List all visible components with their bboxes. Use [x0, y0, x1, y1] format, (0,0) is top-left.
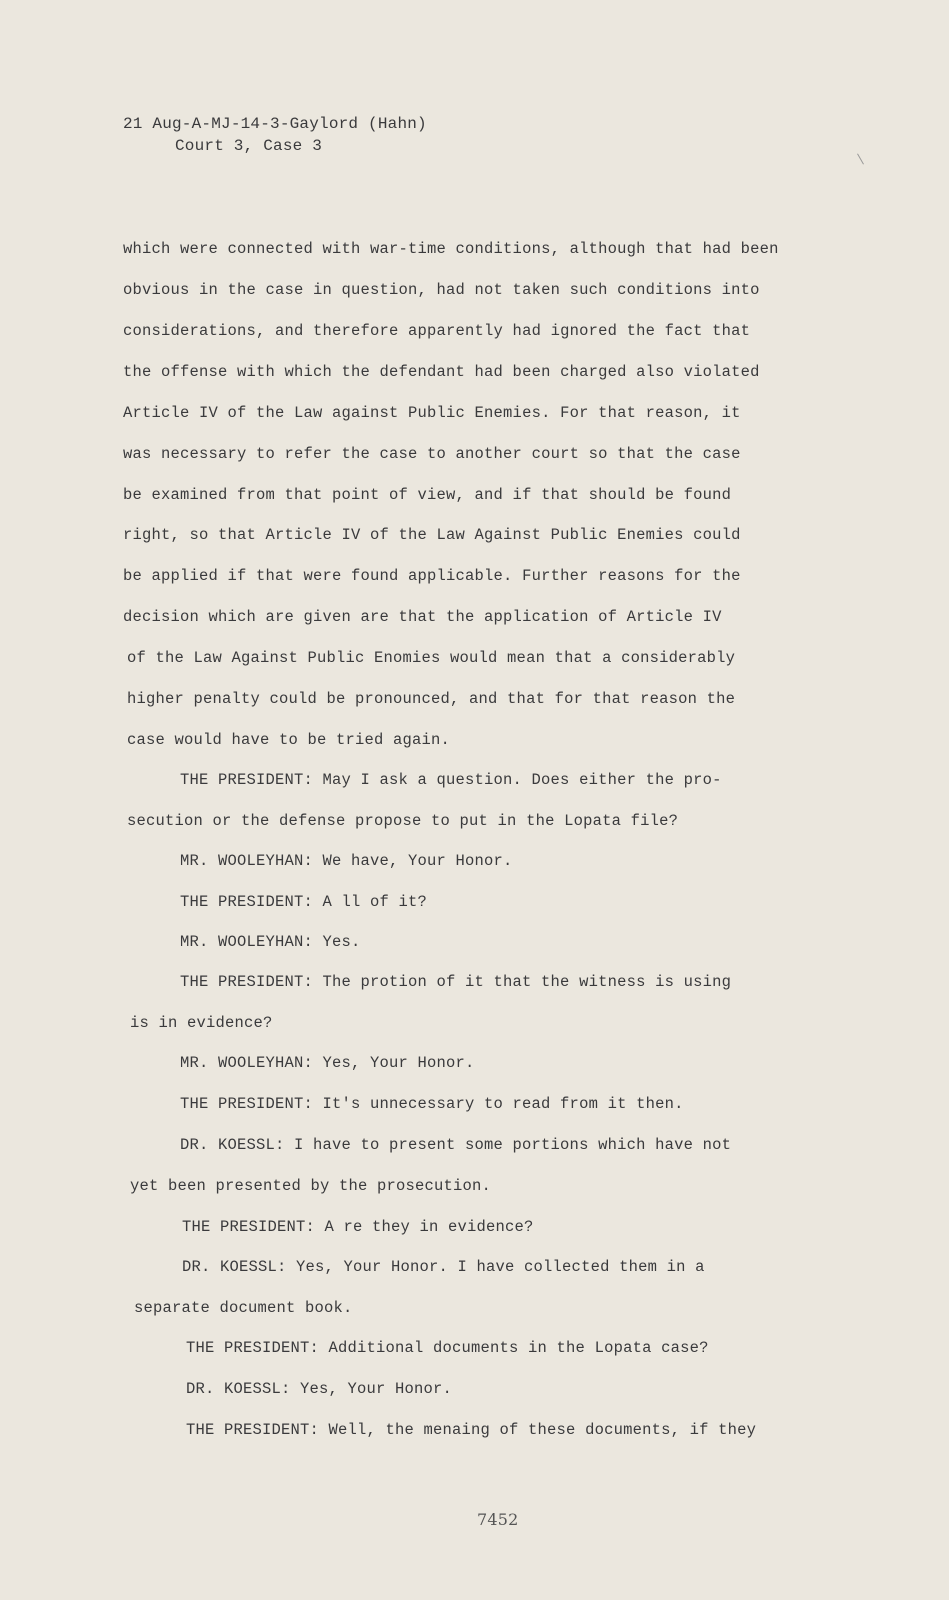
transcript-line: be applied if that were found applicable. Further reasons for the: [123, 567, 741, 585]
transcript-line: THE PRESIDENT: The protion of it that the witness is using: [180, 973, 732, 991]
transcript-line: MR. WOOLEYHAN: Yes, Your Honor.: [180, 1054, 475, 1072]
transcript-line: be examined from that point of view, and if that should be found: [123, 486, 732, 504]
transcript-line: MR. WOOLEYHAN: Yes.: [180, 933, 361, 951]
transcript-line: Article IV of the Law against Public Enemies. For that reason, it: [123, 404, 741, 422]
transcript-line: obvious in the case in question, had not taken such conditions into: [123, 281, 760, 299]
transcript-line: DR. KOESSL: Yes, Your Honor. I have collected them in a: [182, 1258, 705, 1276]
page-number: 7452: [477, 1510, 519, 1529]
header-line-2: Court 3, Case 3: [175, 137, 323, 155]
transcript-line: THE PRESIDENT: A re they in evidence?: [182, 1218, 534, 1236]
transcript-line: MR. WOOLEYHAN: We have, Your Honor.: [180, 852, 513, 870]
header-line-1: 21 Aug-A-MJ-14-3-Gaylord (Hahn): [123, 115, 427, 133]
transcript-line: DR. KOESSL: I have to present some portions which have not: [180, 1136, 732, 1154]
transcript-line: yet been presented by the prosecution.: [130, 1177, 492, 1195]
transcript-line: THE PRESIDENT: Well, the menaing of these documents, if they: [186, 1421, 757, 1439]
transcript-line: separate document book.: [134, 1299, 353, 1317]
transcript-line: secution or the defense propose to put in the Lopata file?: [127, 812, 679, 830]
transcript-line: THE PRESIDENT: May I ask a question. Does either the pro-: [180, 771, 722, 789]
transcript-line: higher penalty could be pronounced, and that for that reason the: [127, 690, 736, 708]
transcript-line: the offense with which the defendant had been charged also violated: [123, 363, 760, 381]
margin-mark: [857, 154, 864, 165]
transcript-line: THE PRESIDENT: A ll of it?: [180, 893, 428, 911]
transcript-line: THE PRESIDENT: Additional documents in the Lopata case?: [186, 1339, 709, 1357]
transcript-line: of the Law Against Public Enomies would mean that a considerably: [127, 649, 736, 667]
transcript-line: DR. KOESSL: Yes, Your Honor.: [186, 1380, 453, 1398]
transcript-line: was necessary to refer the case to another court so that the case: [123, 445, 741, 463]
transcript-line: decision which are given are that the application of Article IV: [123, 608, 722, 626]
transcript-line: is in evidence?: [130, 1014, 273, 1032]
transcript-line: considerations, and therefore apparently had ignored the fact that: [123, 322, 751, 340]
transcript-line: THE PRESIDENT: It's unnecessary to read from it then.: [180, 1095, 684, 1113]
transcript-line: case would have to be tried again.: [127, 731, 451, 749]
transcript-line: which were connected with war-time conditions, although that had been: [123, 240, 779, 258]
transcript-line: right, so that Article IV of the Law Against Public Enemies could: [123, 526, 741, 544]
